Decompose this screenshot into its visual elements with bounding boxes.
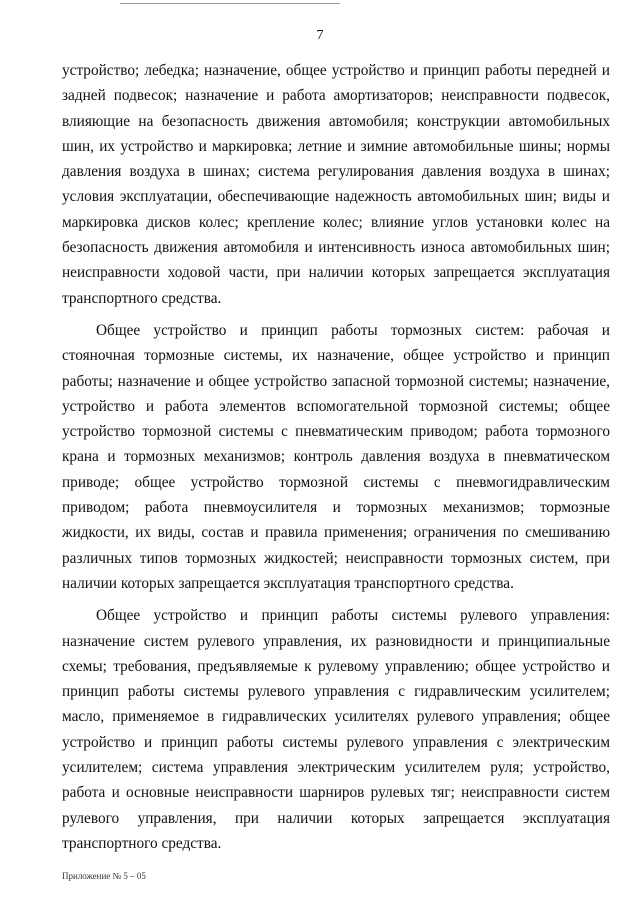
paragraph-brake-systems: Общее устройство и принцип работы тормозных систем: рабочая и стояночная тормозные системы, их назначение, общее устройство и принцип работы; назначение и общее устройство запасной тормозной системы; назначение, устройство и работа элементов вспомогательной тормозной системы; общее устройство тормозной системы с пневматическим приводом; работа тормозного крана и тормозных механизмов; контроль давления воздуха в пневматическом приводе; общее устройство тормозной системы с пневмогидравлическим приводом; работа пневмоусилителя и тормозных механизмов; тормозные жидкости, их виды, состав и правила применения; ограничения по смешиванию различных типов тормозных жидкостей; неисправности тормозных систем, при наличии которых запрещается эксплуатация транспортного средства. [62, 321, 610, 592]
paragraph-steering-system: Общее устройство и принцип работы системы рулевого управления: назначение систем рулевого управления, их разновидности и принципиальные схемы; требования, предъявляемые к рулевому управлению; общее устройство и принцип работы системы рулевого управления с гидравлическим усилителем; масло, применяемое в гидравлических усилителях рулевого управления; общее устройство и принцип работы системы рулевого управления с электрическим усилителем; система управления электрическим усилителем руля; устройство, работа и основные неисправности шарниров рулевых тяг; неисправности систем рулевого управления, при наличии которых запрещается эксплуатация транспортного средства. [62, 607, 610, 852]
paragraph-chassis: устройство; лебедка; назначение, общее устройство и принцип работы передней и задней подвесок; назначение и работа амортизаторов; неисправности подвесок, влияющие на безопасность движения автомобиля; конструкции автомобильных шин, их устройство и маркировка; летние и зимние автомобильные шины; нормы давления воздуха в шинах; система регулирования давления воздуха в шинах; условия эксплуатации, обеспечивающие надежность автомобильных шин; виды и маркировка дисков колес; крепление колес; влияние углов установки колес на безопасность движения автомобиля и интенсивность износа автомобильных шин; неисправности ходовой части, при наличии которых запрещается эксплуатация транспортного средства. [62, 62, 610, 307]
page-number: 7 [316, 28, 324, 43]
top-scan-rule [120, 3, 340, 4]
footer-appendix-label: Приложение № 5 – 05 [62, 871, 146, 881]
body-text [62, 58, 610, 856]
